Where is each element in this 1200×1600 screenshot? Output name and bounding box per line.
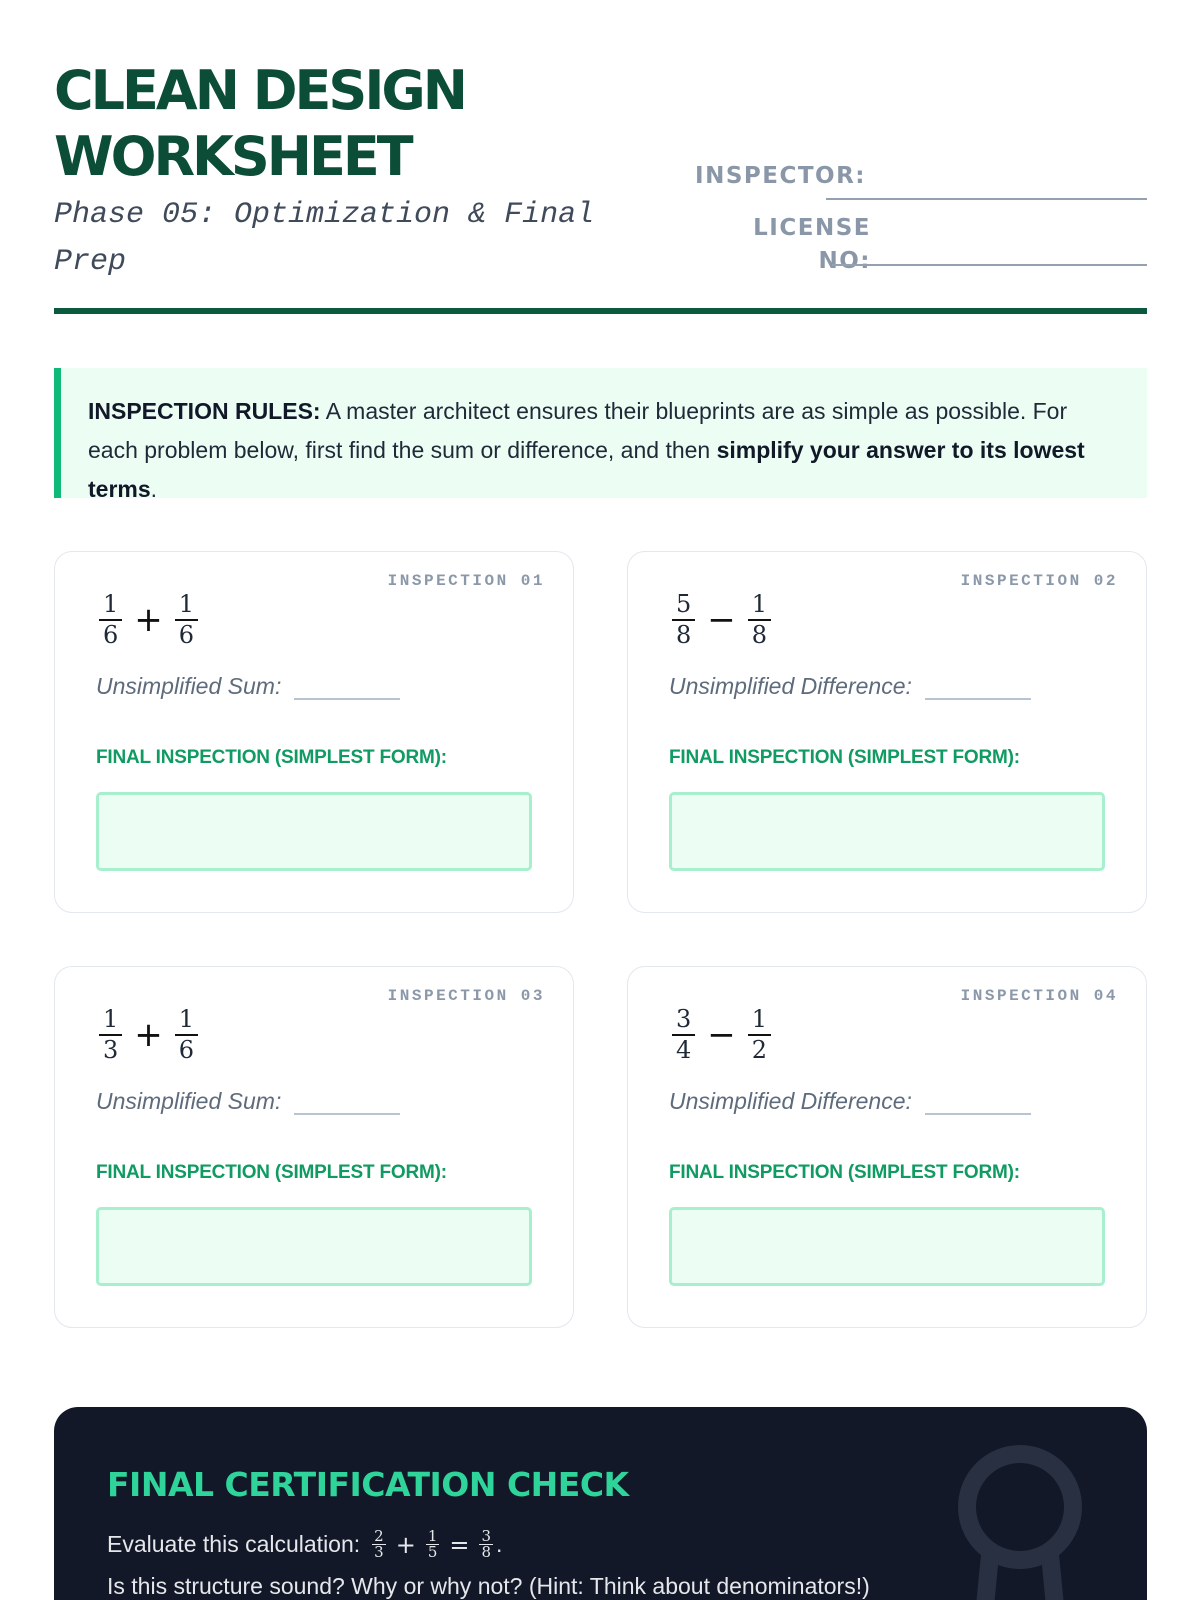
unsimplified-row xyxy=(96,1087,400,1115)
denominator: 3 xyxy=(374,1543,384,1561)
inspection-tag: INSPECTION 03 xyxy=(387,987,545,1005)
fraction xyxy=(479,1529,493,1560)
denominator: 8 xyxy=(481,1543,492,1561)
final-certification-panel xyxy=(54,1407,1147,1600)
fraction-problem xyxy=(99,590,198,650)
inspection-tag: INSPECTION 02 xyxy=(960,572,1118,590)
numerator: 1 xyxy=(175,591,198,621)
inspection-card xyxy=(627,966,1147,1328)
final-answer-box[interactable] xyxy=(669,792,1105,871)
rules-end: . xyxy=(150,476,158,502)
unsimplified-row xyxy=(669,672,1031,700)
unsimplified-row xyxy=(96,672,400,700)
unsimplified-row xyxy=(669,1087,1031,1115)
unsimplified-answer-field[interactable] xyxy=(294,1087,400,1115)
fraction-problem xyxy=(99,1005,198,1065)
numerator: 1 xyxy=(748,591,771,621)
denominator: 6 xyxy=(178,621,195,649)
license-label-line-1: LICENSE xyxy=(753,215,871,241)
denominator: 8 xyxy=(676,621,692,649)
license-field[interactable] xyxy=(832,264,1147,266)
equals-sign: = xyxy=(449,1530,470,1559)
certification-question: Is this structure sound? Why or why not? (Hint: Think about denominators!) xyxy=(107,1573,870,1599)
worksheet-header xyxy=(54,58,1147,314)
equation-period: . xyxy=(496,1531,503,1557)
numerator: 1 xyxy=(99,1006,122,1036)
operator: − xyxy=(707,1015,736,1055)
fraction xyxy=(372,1529,386,1560)
unsimplified-answer-field[interactable] xyxy=(294,672,400,700)
denominator: 8 xyxy=(751,621,768,649)
fraction xyxy=(426,1529,440,1560)
inspection-card xyxy=(627,551,1147,913)
fraction xyxy=(175,591,198,649)
license-label-line-2: NO: xyxy=(818,248,871,274)
final-inspection-label: FINAL INSPECTION (SIMPLEST FORM): xyxy=(669,1162,1020,1183)
rules-emphasis: simplify your answer to its lowest terms xyxy=(88,437,1085,502)
subtitle-line-2: Prep xyxy=(54,245,127,279)
unsimplified-label: Unsimplified Difference: xyxy=(669,1088,912,1114)
numerator: 3 xyxy=(481,1527,492,1545)
fraction-problem xyxy=(672,1005,771,1065)
fraction xyxy=(99,1006,122,1064)
fraction xyxy=(672,591,695,649)
numerator: 5 xyxy=(672,591,695,621)
numerator: 1 xyxy=(427,1527,438,1545)
denominator: 2 xyxy=(751,1036,768,1064)
denominator: 6 xyxy=(103,621,119,649)
denominator: 3 xyxy=(103,1036,119,1064)
certification-title: FINAL CERTIFICATION CHECK xyxy=(107,1465,629,1504)
operator: − xyxy=(707,600,736,640)
numerator: 3 xyxy=(672,1006,695,1036)
unsimplified-label: Unsimplified Difference: xyxy=(669,673,912,699)
award-ribbon-icon xyxy=(950,1437,1090,1600)
numerator: 1 xyxy=(175,1006,198,1036)
numerator: 1 xyxy=(748,1006,771,1036)
inspection-tag: INSPECTION 01 xyxy=(387,572,545,590)
denominator: 4 xyxy=(676,1036,692,1064)
numerator: 2 xyxy=(374,1527,384,1545)
fraction xyxy=(672,1006,695,1064)
denominator: 6 xyxy=(178,1036,195,1064)
final-answer-box[interactable] xyxy=(96,792,532,871)
numerator: 1 xyxy=(99,591,122,621)
worksheet-subtitle xyxy=(54,192,614,286)
denominator: 5 xyxy=(427,1543,438,1561)
certification-equation-line xyxy=(107,1529,502,1560)
inspection-tag: INSPECTION 04 xyxy=(960,987,1118,1005)
title-line-1: CLEAN DESIGN xyxy=(54,59,465,122)
unsimplified-label: Unsimplified Sum: xyxy=(96,1088,282,1114)
inspector-field[interactable] xyxy=(826,198,1147,200)
operator: + xyxy=(134,600,163,640)
inspection-card xyxy=(54,551,574,913)
fraction xyxy=(175,1006,198,1064)
unsimplified-answer-field[interactable] xyxy=(925,1087,1031,1115)
unsimplified-label: Unsimplified Sum: xyxy=(96,673,282,699)
subtitle-line-1: Phase 05: Optimization & Final xyxy=(54,198,595,232)
final-inspection-label: FINAL INSPECTION (SIMPLEST FORM): xyxy=(96,1162,447,1183)
fraction xyxy=(99,591,122,649)
operator: + xyxy=(395,1530,416,1559)
worksheet-title xyxy=(54,58,614,190)
inspection-card xyxy=(54,966,574,1328)
operator: + xyxy=(134,1015,163,1055)
rules-text: A master architect ensures their blueprints are as simple as possible. For each problem below, first find the sum or difference, and then xyxy=(88,398,1068,463)
fraction xyxy=(748,1006,771,1064)
fraction xyxy=(748,591,771,649)
fraction-problem xyxy=(672,590,771,650)
rules-lead: INSPECTION RULES: xyxy=(88,398,321,424)
final-inspection-label: FINAL INSPECTION (SIMPLEST FORM): xyxy=(669,747,1020,768)
inspection-rules xyxy=(54,368,1147,502)
unsimplified-answer-field[interactable] xyxy=(925,672,1031,700)
evaluate-text: Evaluate this calculation: xyxy=(107,1531,361,1557)
final-inspection-label: FINAL INSPECTION (SIMPLEST FORM): xyxy=(96,747,447,768)
final-answer-box[interactable] xyxy=(96,1207,532,1286)
license-label xyxy=(654,212,871,278)
inspector-label: INSPECTOR: xyxy=(695,163,866,189)
title-line-2: WORKSHEET xyxy=(54,125,411,188)
final-answer-box[interactable] xyxy=(669,1207,1105,1286)
